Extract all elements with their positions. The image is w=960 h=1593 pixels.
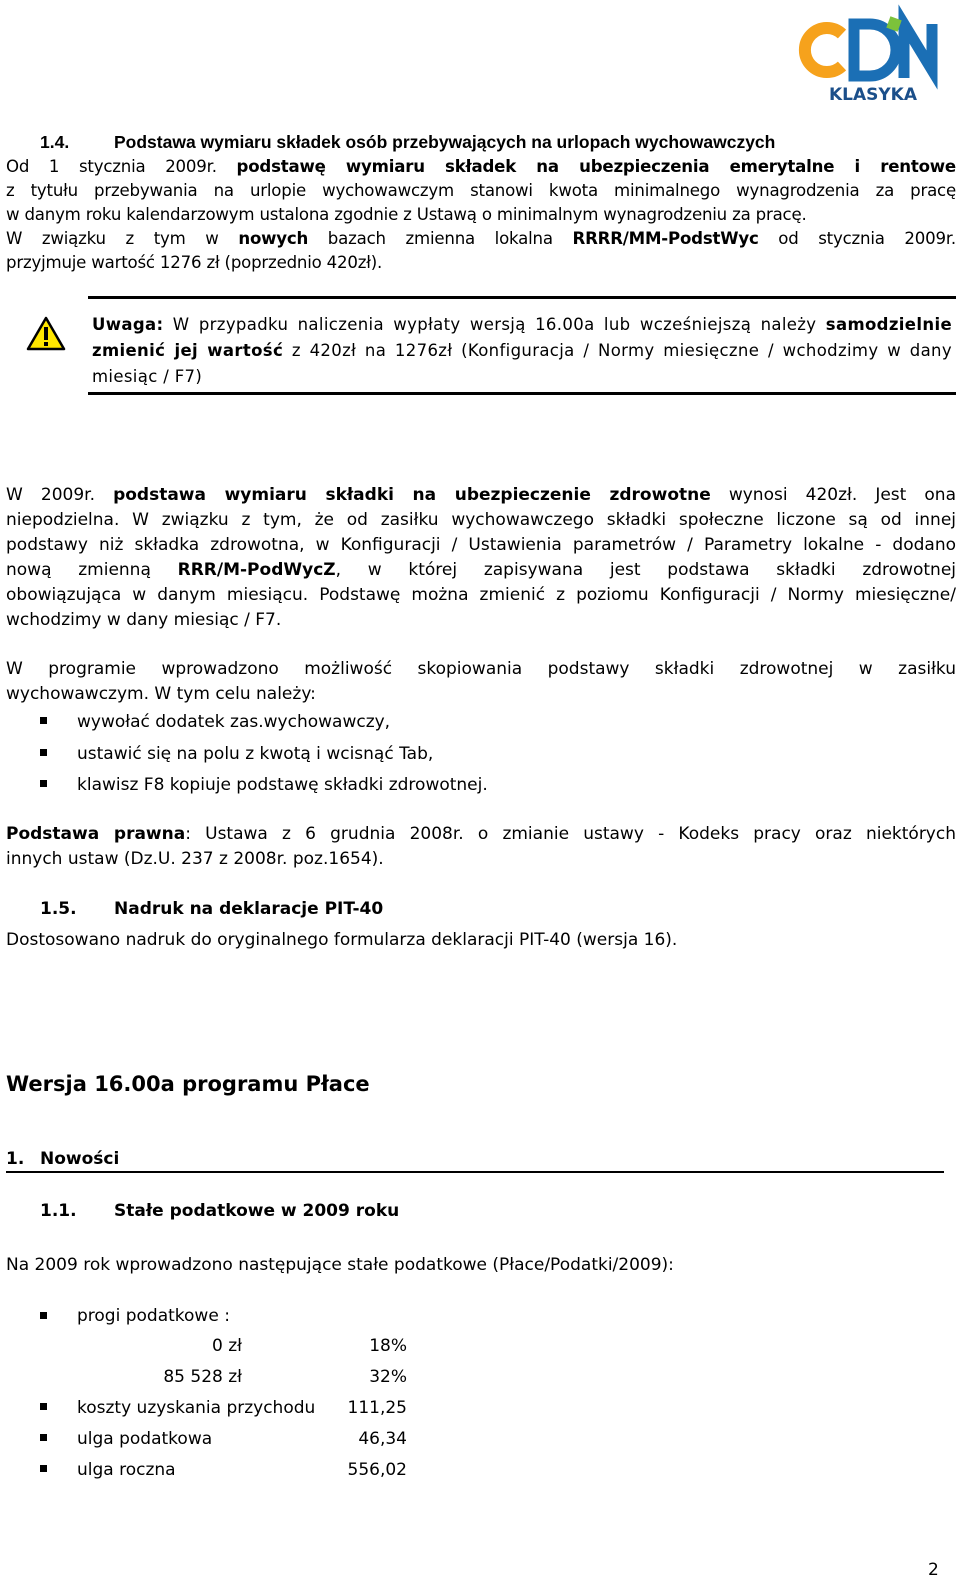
news-title: Nowości (40, 1149, 120, 1169)
tax-item-label: ulga podatkowa (77, 1429, 213, 1449)
logo-sub: KLASYKA (828, 85, 918, 105)
p3-line2: niepodzielna. W związku z tym, że od zasiłku wychowawczego składki społeczne liczone są od innej (6, 510, 956, 530)
section-1-1-number: 1.1. (40, 1201, 77, 1221)
section-1-5-number: 1.5. (40, 899, 77, 919)
page-number: 2 (928, 1560, 939, 1580)
p3-line1: W 2009r. podstawa wymiaru składki na ubezpieczenie zdrowotne wynosi 420zł. Jest ona (6, 485, 956, 505)
bullet-icon (40, 1403, 47, 1410)
p2-line2: przyjmuje wartość 1276 zł (poprzednio 420zł). (6, 253, 383, 272)
p1-line1: Od 1 stycznia 2009r. podstawę wymiaru składek na ubezpieczenia emerytalne i rentowe (6, 157, 956, 176)
p3-line4: nową zmienną RRR/M-PodWycZ, w której zapisywana jest podstawa składki zdrowotnej (6, 560, 956, 580)
tax-item-value: 111,25 (347, 1398, 407, 1418)
p2-line1: W związku z tym w nowych bazach zmienna lokalna RRRR/MM-PodstWyc od stycznia 2009r. (6, 229, 956, 248)
cdn-klasyka-logo (790, 4, 956, 110)
p3-line3: podstawy niż składka zdrowotna, w Konfiguracji / Ustawienia parametrów / Parametry lokalne - dodano (6, 535, 956, 555)
tax-item-value: 46,34 (358, 1429, 407, 1449)
step-item: wywołać dodatek zas.wychowawczy, (77, 712, 391, 732)
threshold-amount: 0 zł (212, 1336, 242, 1356)
section-1-1-title: Stałe podatkowe w 2009 roku (114, 1201, 400, 1221)
news-number: 1. (6, 1149, 25, 1169)
thresholds-label: progi podatkowe : (77, 1306, 230, 1326)
bullet-icon (40, 749, 47, 756)
p4-line1: W programie wprowadzono możliwość skopiowania podstawy składki zdrowotnej w zasiłku (6, 659, 956, 679)
section-1-4-number: 1.4. (40, 132, 70, 152)
version-title: Wersja 16.00a programu Płace (6, 1072, 370, 1096)
tax-item-value: 556,02 (347, 1460, 407, 1480)
tax-item-label: ulga roczna (77, 1460, 176, 1480)
p4-line2: wychowawczym. W tym celu należy: (6, 684, 316, 704)
p1-line2: z tytułu przebywania na urlopie wychowawczym stanowi kwota minimalnego wynagrodzenia za pracę (6, 181, 956, 200)
bullet-icon (40, 1434, 47, 1441)
legal-basis-line1: Podstawa prawna: Ustawa z 6 grudnia 2008r. o zmianie ustawy - Kodeks pracy oraz niektórych (6, 824, 956, 844)
section-1-1-intro: Na 2009 rok wprowadzono następujące stałe podatkowe (Płace/Podatki/2009): (6, 1255, 674, 1275)
warning-bottom-rule (88, 392, 956, 395)
threshold-rate: 32% (369, 1367, 407, 1387)
p1-line3: w danym roku kalendarzowym ustalona zgodnie z Ustawą o minimalnym wynagrodzeniu za pracę. (6, 205, 807, 224)
bullet-icon (40, 1465, 47, 1472)
legal-basis-line2: innych ustaw (Dz.U. 237 z 2008r. poz.1654). (6, 849, 384, 869)
threshold-rate: 18% (369, 1336, 407, 1356)
bullet-icon (40, 780, 47, 787)
threshold-amount: 85 528 zł (163, 1367, 242, 1387)
warning-text: Uwaga: W przypadku naliczenia wypłaty wersją 16.00a lub wcześniejszą należy samodzielnie zmienić jej wartość z 420zł na 1276zł (Konfiguracja / Normy miesięczne / wchodzimy w dany miesiąc / F7) (92, 315, 952, 386)
section-1-4-title: Podstawa wymiaru składek osób przebywających na urlopach wychowawczych (114, 132, 776, 152)
step-item: ustawić się na polu z kwotą i wcisnąć Tab, (77, 744, 434, 764)
bullet-icon (40, 1312, 47, 1319)
step-item: klawisz F8 kopiuje podstawę składki zdrowotnej. (77, 775, 488, 795)
section-1-5-text: Dostosowano nadruk do oryginalnego formularza deklaracji PIT-40 (wersja 16). (6, 930, 678, 950)
tax-item-label: koszty uzyskania przychodu (77, 1398, 316, 1418)
news-underline (6, 1171, 944, 1173)
p3-line5: obowiązująca w danym miesiącu. Podstawę można zmienić z poziomu Konfiguracji / Normy miesięczne/ (6, 585, 956, 605)
bullet-icon (40, 717, 47, 724)
section-1-5-title: Nadruk na deklaracje PIT-40 (114, 899, 384, 919)
warning-icon (26, 315, 66, 353)
p3-line6: wchodzimy w dany miesiąc / F7. (6, 610, 282, 630)
warning-top-rule (88, 296, 956, 299)
